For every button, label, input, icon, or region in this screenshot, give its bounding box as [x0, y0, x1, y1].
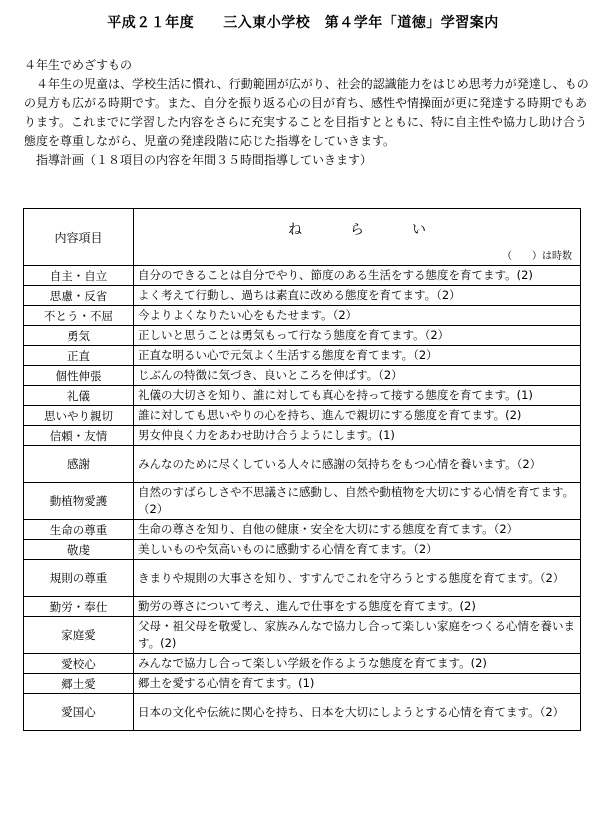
plan-caption: 指導計画（１８項目の内容を年間３５時間指導していきます） — [36, 153, 373, 167]
table-row — [24, 654, 581, 674]
aim-text: 正直な明るい心で元気よく生活する態度を育てます。（2） — [134, 346, 581, 366]
content-item: 不とう・不屈 — [24, 306, 134, 326]
table-row — [24, 560, 581, 597]
content-item: 思いやり親切 — [24, 406, 134, 426]
aim-text: みんなのために尽くしている人々に感謝の気持ちをもつ心情を養います。（2） — [134, 446, 581, 483]
aim-text: 今よりよくなりたい心をもたせます。（2） — [134, 306, 581, 326]
table-row — [24, 426, 581, 446]
table-row — [24, 694, 581, 731]
content-item: 家庭愛 — [24, 617, 134, 654]
content-item: 礼儀 — [24, 386, 134, 406]
aim-text: じぶんの特徴に気づき、良いところを伸ばす。（2） — [134, 366, 581, 386]
aim-text: 自分のできることは自分でやり、節度のある生活をする態度を育てます。(2) — [134, 266, 581, 286]
table-row — [24, 326, 581, 346]
table-row — [24, 617, 581, 654]
table-row — [24, 306, 581, 326]
table-row — [24, 346, 581, 366]
content-item: 自主・自立 — [24, 266, 134, 286]
header-note: （ ）は時数 — [502, 251, 572, 262]
aim-text: みんなで協力し合って楽しい学級を作るような態度を育てます。(2) — [134, 654, 581, 674]
table-row — [24, 266, 581, 286]
table-row — [24, 597, 581, 617]
content-item: 動植物愛護 — [24, 483, 134, 520]
content-item: 感謝 — [24, 446, 134, 483]
aim-text: 勤労の尊さについて考え、進んで仕事をする態度を育てます。(2) — [134, 597, 581, 617]
content-item: 愛校心 — [24, 654, 134, 674]
content-item: 勤労・奉仕 — [24, 597, 134, 617]
aim-text: 日本の文化や伝統に関心を持ち、日本を大切にしようとする心情を育てます。（2） — [134, 694, 581, 731]
aim-text: 誰に対しても思いやりの心を持ち、進んで親切にする態度を育てます。(2) — [134, 406, 581, 426]
header-aim: ねらい — [288, 222, 474, 238]
content-item: 思慮・反省 — [24, 286, 134, 306]
content-item: 生命の尊重 — [24, 520, 134, 540]
content-item: 郷土愛 — [24, 674, 134, 694]
aim-text: 男女仲良く力をあわせ助け合うようにします。(1) — [134, 426, 581, 446]
content-item: 敬虔 — [24, 540, 134, 560]
aim-text: きまりや規則の大事さを知り、すすんでこれを守ろうとする態度を育てます。（2） — [134, 560, 581, 597]
content-item: 正直 — [24, 346, 134, 366]
table-row — [24, 483, 581, 520]
table-row — [24, 386, 581, 406]
intro-section — [24, 56, 590, 170]
header-item: 内容項目 — [24, 209, 134, 266]
intro-heading: ４年生でめざすもの — [24, 58, 133, 72]
content-item: 愛国心 — [24, 694, 134, 731]
curriculum-table — [23, 208, 581, 731]
table-row — [24, 540, 581, 560]
aim-text: 正しいと思うことは勇気もって行なう態度を育てます。（2） — [134, 326, 581, 346]
content-item: 規則の尊重 — [24, 560, 134, 597]
aim-text: よく考えて行動し、過ちは素直に改める態度を育てます。（2） — [134, 286, 581, 306]
aim-text: 美しいものや気高いものに感動する心情を育てます。（2） — [134, 540, 581, 560]
document-title: 平成２１年度 三入東小学校 第４学年「道徳」学習案内 — [107, 15, 499, 31]
content-item: 信頼・友情 — [24, 426, 134, 446]
aim-text: 礼儀の大切さを知り、誰に対しても真心を持って接する態度を育てます。(1) — [134, 386, 581, 406]
table-row — [24, 286, 581, 306]
aim-text: 父母・祖父母を敬愛し、家族みんなで協力し合って楽しい家庭をつくる心情を養います。(2) — [134, 617, 581, 654]
table-row — [24, 674, 581, 694]
table-row — [24, 520, 581, 540]
content-item: 個性伸張 — [24, 366, 134, 386]
table-row — [24, 446, 581, 483]
aim-text: 自然のすばらしさや不思議さに感動し、自然や動植物を大切にする心情を育てます。（2） — [134, 483, 581, 520]
aim-text: 郷土を愛する心情を育てます。(1) — [134, 674, 581, 694]
header-aim-cell — [134, 209, 581, 266]
table-row — [24, 366, 581, 386]
content-item: 勇気 — [24, 326, 134, 346]
aim-text: 生命の尊さを知り、自他の健康・安全を大切にする態度を育てます。（2） — [134, 520, 581, 540]
intro-paragraph: ４年生の児童は、学校生活に慣れ、行動範囲が広がり、社会的認識能力をはじめ思考力が発達し、ものの見方も広がる時期です。また、自分を振り返る心の目が育ち、感性や情操面が更に発達する時期でもあります。これまでに学習した内容をさらに充実することを目指すとともに、特に自主性や協力し助け合う態度を尊重しながら、児童の発達段階に応じた指導をしていきます。 — [24, 77, 589, 148]
table-row — [24, 406, 581, 426]
